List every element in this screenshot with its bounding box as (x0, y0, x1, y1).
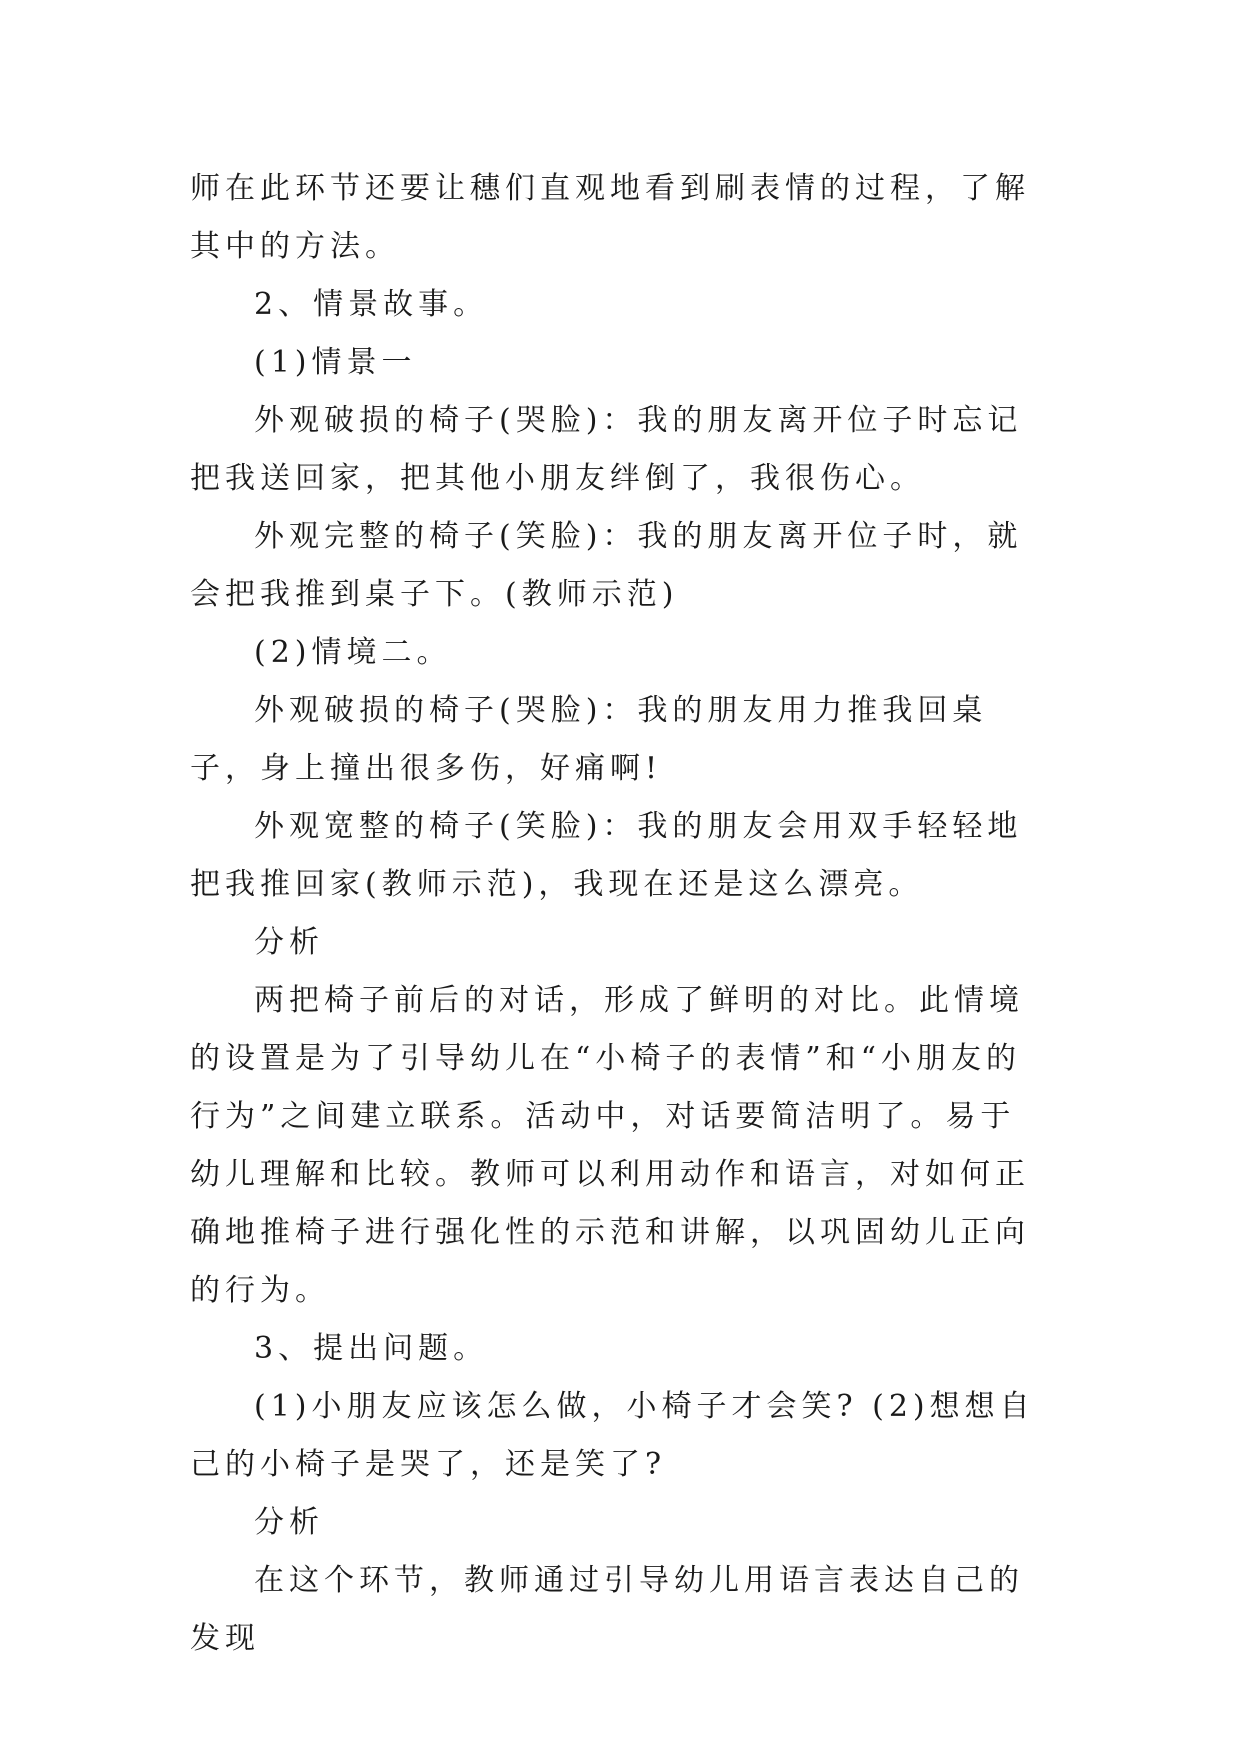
paragraph-scene-two-intact-chair: 外观宽整的椅子(笑脸)：我的朋友会用双手轻轻地把我推回家(教师示范)，我现在还是这么漂亮。 (190, 809, 1023, 902)
paragraph-scene-one-broken-chair: 外观破损的椅子(哭脸)：我的朋友离开位子时忘记把我送回家，把其他小朋友绊倒了，我很伤心。 (190, 403, 1023, 496)
subheading-scene-one: (1)情景一 (254, 345, 417, 380)
section-heading-situational-story: 2、情景故事。 (254, 287, 489, 322)
paragraph-scene-one-intact-chair: 外观完整的椅子(笑脸)：我的朋友离开位子时，就会把我推到桌子下。(教师示范) (190, 519, 1023, 612)
section-heading-ask-questions: 3、提出问题。 (254, 1331, 489, 1366)
label-analysis-one: 分析 (254, 925, 324, 960)
paragraph-continuation: 师在此环节还要让穗们直观地看到刷表情的过程，了解其中的方法。 (190, 171, 1030, 264)
paragraph-questions: (1)小朋友应该怎么做，小椅子才会笑? (2)想想自己的小椅子是哭了，还是笑了? (190, 1389, 1035, 1482)
label-analysis-two: 分析 (254, 1505, 324, 1540)
paragraph-scene-two-broken-chair: 外观破损的椅子(哭脸)：我的朋友用力推我回桌子，身上撞出很多伤，好痛啊! (190, 693, 988, 786)
subheading-scene-two: (2)情境二。 (254, 635, 452, 670)
paragraph-analysis-two: 在这个环节，教师通过引导幼儿用语言表达自己的发现 (190, 1563, 1024, 1656)
paragraph-analysis-one: 两把椅子前后的对话，形成了鲜明的对比。此情境的设置是为了引导幼儿在“小椅子的表情”和“小朋友的行为”之间建立联系。活动中，对话要简洁明了。易于幼儿理解和比较。教师可以利用动作和语言，对如何正确地推椅子进行强化性的示范和讲解，以巩固幼儿正向的行为。 (190, 983, 1030, 1308)
document-body (190, 160, 1050, 1668)
